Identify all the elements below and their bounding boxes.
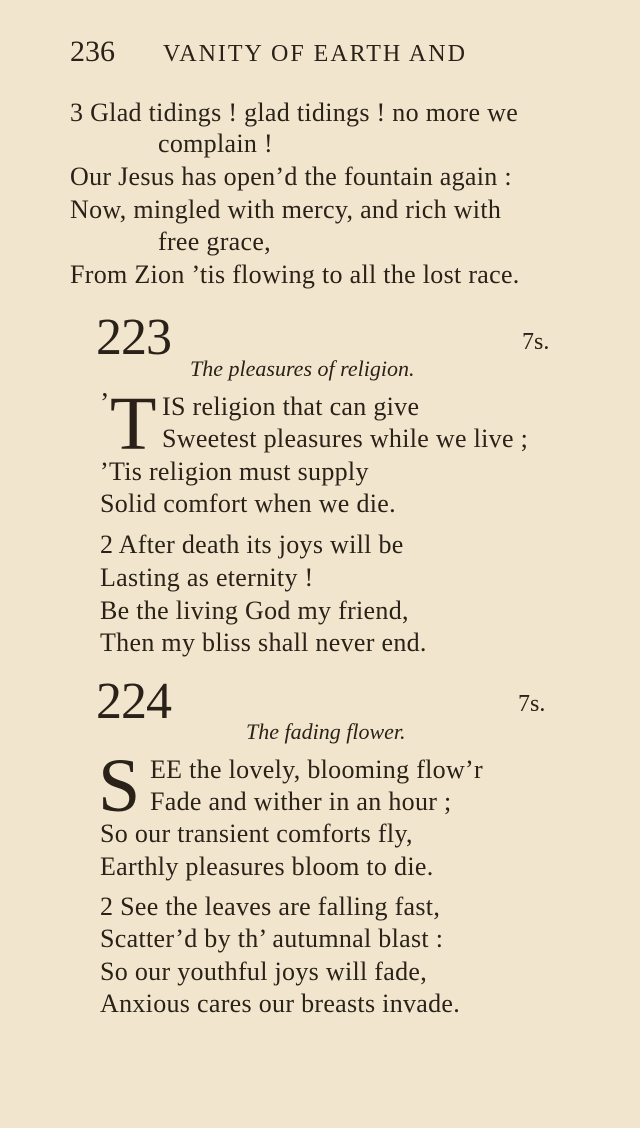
verse-line: ’Tis religion must supply bbox=[100, 457, 369, 486]
page-number: 236 bbox=[70, 35, 115, 68]
verse-line: Anxious cares our breasts invade. bbox=[100, 989, 461, 1018]
verse-line: Sweetest pleasures while we live ; bbox=[162, 424, 529, 453]
verse-line: So our transient comforts fly, bbox=[100, 819, 413, 848]
verse-line: Now, mingled with mercy, and rich with bbox=[70, 195, 502, 224]
verse-line: Then my bliss shall never end. bbox=[100, 628, 427, 657]
hymn-number-223: 223 bbox=[96, 309, 171, 366]
verse-line: EE the lovely, blooming flow’r bbox=[150, 755, 483, 784]
verse-line: Fade and wither in an hour ; bbox=[150, 787, 452, 816]
verse-line: Earthly pleasures bloom to die. bbox=[100, 852, 434, 881]
verse-line: 2 After death its joys will be bbox=[100, 530, 404, 559]
hymn-meter-224: 7s. bbox=[518, 691, 546, 717]
verse-line: complain ! bbox=[158, 129, 273, 158]
verse-line: From Zion ’tis flowing to all the lost race. bbox=[70, 260, 520, 289]
verse-line: Be the living God my friend, bbox=[100, 596, 409, 625]
verse-line: So our youthful joys will fade, bbox=[100, 957, 428, 986]
running-title: VANITY OF EARTH AND bbox=[163, 41, 467, 67]
hymn-number-224: 224 bbox=[96, 673, 171, 730]
verse-line: IS religion that can give bbox=[162, 392, 420, 421]
dropcap-letter-223: T bbox=[110, 382, 157, 466]
dropcap-apostrophe: ’ bbox=[100, 388, 110, 419]
verse-line: Lasting as eternity ! bbox=[100, 563, 314, 592]
verse-line: Our Jesus has open’d the fountain again : bbox=[70, 162, 512, 191]
hymn-meter-223: 7s. bbox=[522, 329, 550, 355]
hymn-subtitle-224: The fading flower. bbox=[246, 719, 406, 744]
verse-line: 2 See the leaves are falling fast, bbox=[100, 892, 441, 921]
verse-line: 3 Glad tidings ! glad tidings ! no more we bbox=[70, 98, 519, 127]
verse-line: Solid comfort when we die. bbox=[100, 489, 396, 518]
hymn-subtitle-223: The pleasures of religion. bbox=[190, 356, 415, 381]
verse-line: free grace, bbox=[158, 227, 271, 256]
verse-line: Scatter’d by th’ autumnal blast : bbox=[100, 924, 444, 953]
dropcap-letter-224: S bbox=[98, 744, 141, 828]
